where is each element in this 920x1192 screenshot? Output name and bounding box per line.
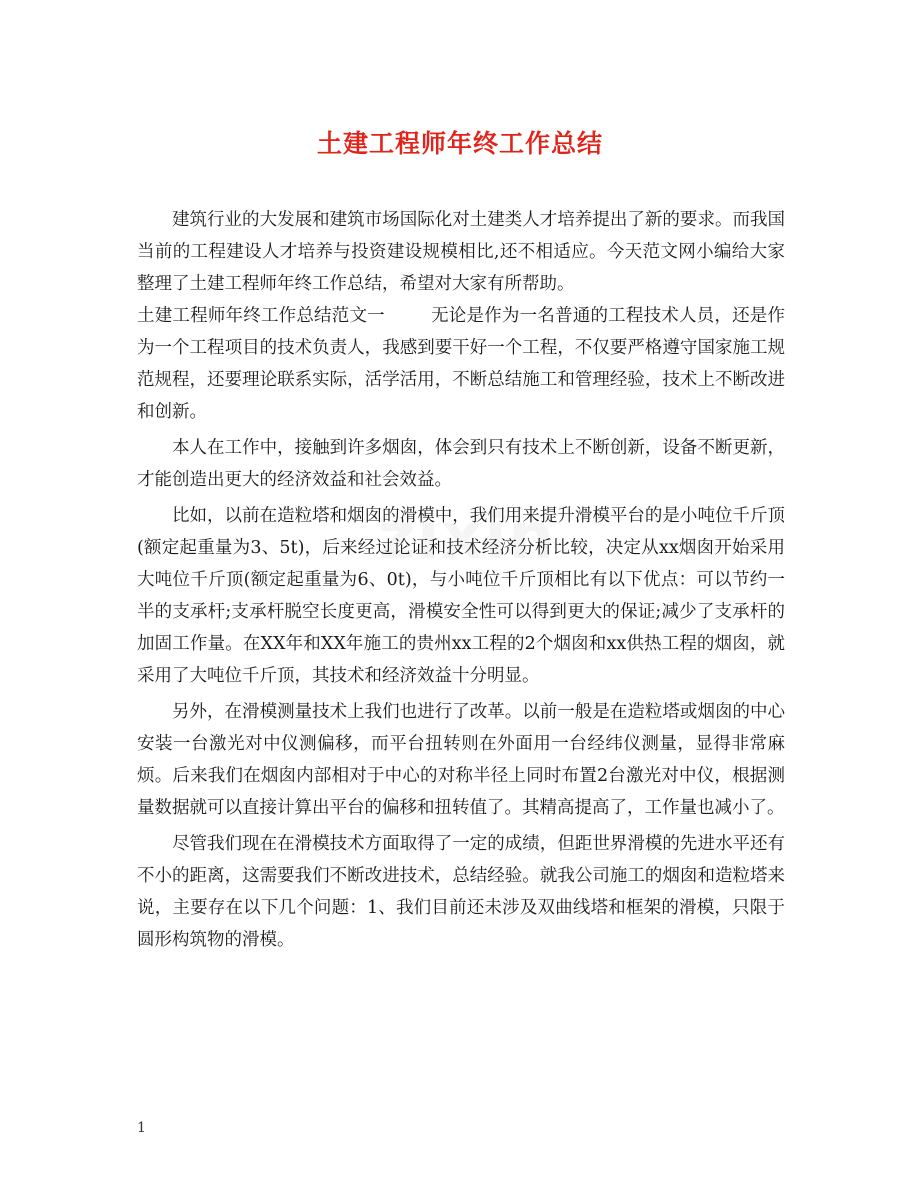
paragraph-jacks: 比如，以前在造粒塔和烟囱的滑模中，我们用来提升滑模平台的是小吨位千斤顶(额定起重量为3、5t)，后来经过论证和技术经济分析比较，决定从xx烟囱开始采用大吨位千斤顶(额定起重量为6、0t)，与小吨位千斤顶相比有以下优点：可以节约一半的支承杆;支承杆脱空长度更高，滑模安全性可以得到更大的保证;减少了支承杆的加固工作量。在XX年和XX年施工的贵州xx工程的2个烟囱和xx供热工程的烟囱，就采用了大吨位千斤顶，其技术和经济效益十分明显。 [137,506,785,686]
paragraph-problems: 尽管我们现在在滑模技术方面取得了一定的成绩，但距世界滑模的先进水平还有不小的距离，这需要我们不断改进技术，总结经验。就我公司施工的烟囱和造粒塔来说，主要存在以下几个问题：1、我们目前还未涉及双曲线塔和框架的滑模，只限于圆形构筑物的滑模。 [137,834,785,950]
page-number: 1 [137,1120,146,1136]
section-heading: 土建工程师年终工作总结范文一 [137,306,385,326]
section-text: 无论是作为一名普通的工程技术人员，还是作为一个工程项目的技术负责人，我感到要干好一个工程，不仅要严格遵守国家施工规范规程，还要理论联系实际，活学活用，不断总结施工和管理经验，技术上不断改进和创新。 [137,306,786,422]
paragraph-intro: 建筑行业的大发展和建筑市场国际化对土建类人才培养提出了新的要求。而我国当前的工程建设人才培养与投资建设规模相比,还不相适应。今天范文网小编给大家整理了土建工程师年终工作总结，希望对大家有所帮助。 [137,210,785,294]
watermark: zixin [378,500,556,574]
document-title: 土建工程师年终工作总结 [316,129,603,158]
paragraph-innovation: 本人在工作中，接触到许多烟囱，体会到只有技术上不断创新，设备不断更新，才能创造出更大的经济效益和社会效益。 [137,438,785,490]
document-body [137,204,785,956]
paragraph-section-one [137,300,785,428]
paragraph-measurement: 另外，在滑模测量技术上我们也进行了改革。以前一般是在造粒塔或烟囱的中心安装一台激光对中仪测偏移，而平台扭转则在外面用一台经纬仪测量，显得非常麻烦。后来我们在烟囱内部相对于中心的对称半径上同时布置2台激光对中仪，根据测量数据就可以直接计算出平台的偏移和扭转值了。其精高提高了，工作量也减小了。 [137,702,785,818]
